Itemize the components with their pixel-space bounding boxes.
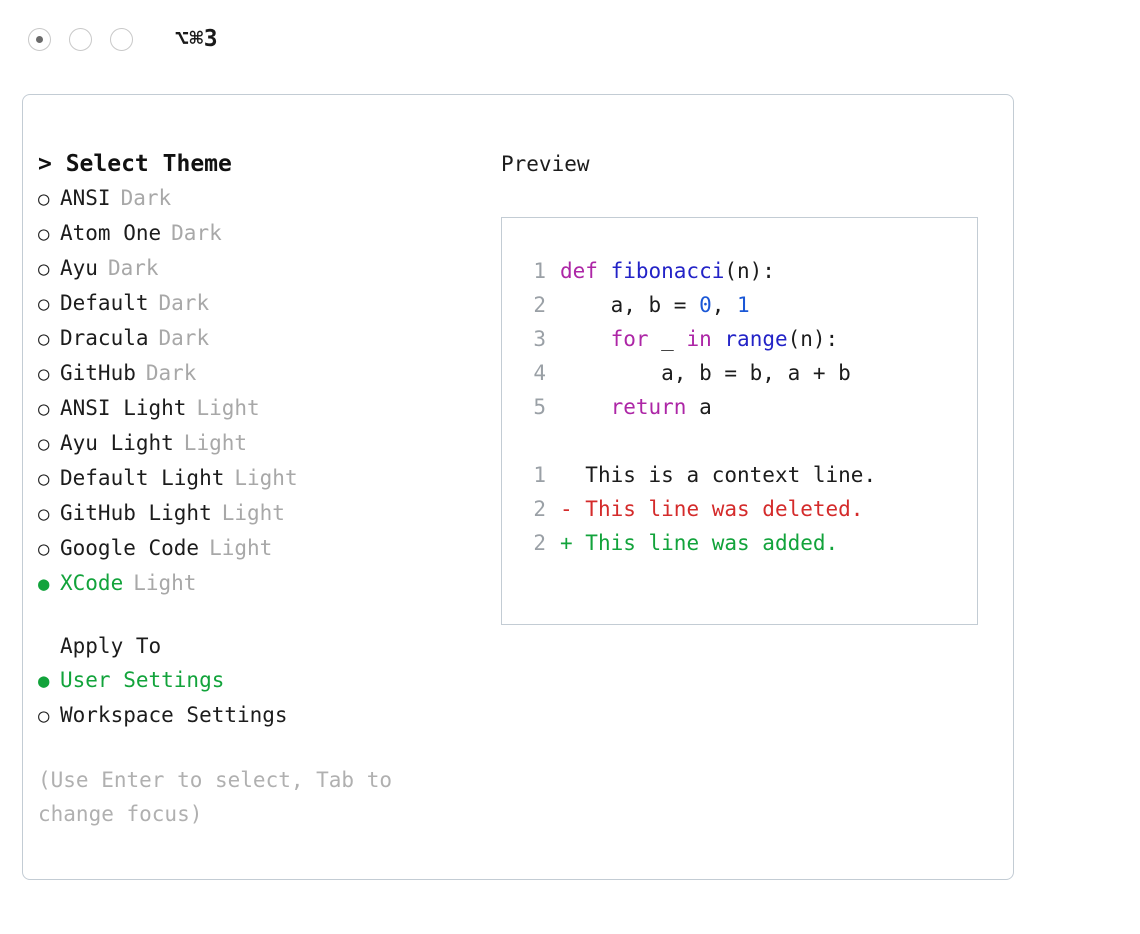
theme-option-variant: Light <box>183 431 248 455</box>
theme-option-xcode[interactable] <box>38 566 468 601</box>
window-close-button[interactable] <box>28 28 51 51</box>
code-token: in <box>686 327 712 351</box>
code-token: 1 <box>737 293 750 317</box>
code-diff-spacer <box>520 424 977 458</box>
diff-text: This is a context line. <box>572 463 877 487</box>
theme-option-variant: Light <box>133 571 197 595</box>
theme-option-label: Atom One <box>60 221 162 245</box>
theme-option-default-light[interactable] <box>38 461 468 496</box>
theme-option-variant: Light <box>221 501 285 525</box>
radio-unselected-icon: ○ <box>38 223 50 245</box>
radio-unselected-icon: ○ <box>38 328 50 350</box>
radio-unselected-icon: ○ <box>38 363 50 385</box>
code-token <box>712 327 725 351</box>
code-token: def <box>560 259 611 283</box>
code-token <box>560 327 611 351</box>
theme-option-label: XCode <box>60 571 124 595</box>
diff-line <box>520 492 977 526</box>
code-token: a, b = b, a + b <box>560 361 851 385</box>
code-token: _ <box>648 327 687 351</box>
theme-option-label: Google Code <box>60 536 200 560</box>
theme-option-github[interactable] <box>38 356 468 391</box>
theme-option-variant: Light <box>209 536 273 560</box>
code-token: a <box>686 395 712 419</box>
code-token: , <box>711 293 738 317</box>
theme-option-variant: Dark <box>107 256 159 280</box>
select-theme-heading: > Select Theme <box>38 151 232 177</box>
radio-unselected-icon: ○ <box>38 293 50 315</box>
radio-selected-icon: ● <box>38 670 50 692</box>
theme-option-label: GitHub <box>60 361 136 385</box>
diff-marker: + <box>560 531 573 555</box>
theme-option-ansi[interactable] <box>38 181 468 216</box>
theme-option-dracula[interactable] <box>38 321 468 356</box>
radio-unselected-icon: ○ <box>38 468 50 490</box>
code-line <box>520 288 977 322</box>
radio-unselected-icon: ○ <box>38 258 50 280</box>
theme-option-variant: Light <box>234 466 298 490</box>
preview-label: Preview <box>501 152 590 176</box>
keyboard-hint-text: (Use Enter to select, Tab to change focus) <box>38 768 393 826</box>
code-line <box>520 254 977 288</box>
line-number: 4 <box>533 361 546 385</box>
theme-option-github-light[interactable] <box>38 496 468 531</box>
theme-option-variant: Light <box>196 396 260 420</box>
apply-to-option-user-settings[interactable] <box>38 663 468 698</box>
line-number: 2 <box>533 293 546 317</box>
diff-marker <box>560 463 573 487</box>
code-line <box>520 390 977 424</box>
theme-option-label: Ayu <box>60 256 98 280</box>
diff-sample <box>520 458 977 560</box>
theme-option-default[interactable] <box>38 286 468 321</box>
code-token <box>560 395 611 419</box>
radio-unselected-icon: ○ <box>38 398 50 420</box>
radio-unselected-icon: ○ <box>38 503 50 525</box>
window-shortcut-label: ⌥⌘3 <box>175 26 219 52</box>
theme-picker-panel <box>22 94 1014 880</box>
apply-to-option-label: User Settings <box>60 668 225 692</box>
diff-text: This line was added. <box>572 531 839 555</box>
line-number: 1 <box>533 259 546 283</box>
theme-option-ayu[interactable] <box>38 251 468 286</box>
code-token: range <box>724 327 788 351</box>
theme-option-label: ANSI Light <box>60 396 187 420</box>
radio-unselected-icon: ○ <box>38 433 50 455</box>
theme-option-google-code[interactable] <box>38 531 468 566</box>
window-maximize-button[interactable] <box>110 28 133 51</box>
code-token: (n): <box>787 327 839 351</box>
code-sample <box>520 254 977 424</box>
theme-option-variant: Dark <box>158 326 210 350</box>
theme-option-variant: Dark <box>145 361 197 385</box>
line-number: 5 <box>533 395 546 419</box>
theme-option-label: ANSI <box>60 186 111 210</box>
theme-selection-column <box>38 147 468 831</box>
apply-to-list[interactable] <box>38 663 468 733</box>
line-number: 2 <box>533 531 546 555</box>
code-token: fibonacci <box>610 259 725 283</box>
apply-to-option-label: Workspace Settings <box>60 703 288 727</box>
radio-unselected-icon: ○ <box>38 188 50 210</box>
radio-unselected-icon: ○ <box>38 705 50 727</box>
diff-marker: - <box>560 497 573 521</box>
code-line <box>520 356 977 390</box>
line-number: 3 <box>533 327 546 351</box>
title-bar <box>0 0 1140 78</box>
code-token: a, b = <box>560 293 700 317</box>
preview-column <box>501 147 991 625</box>
preview-box <box>501 217 978 625</box>
theme-option-ayu-light[interactable] <box>38 426 468 461</box>
radio-unselected-icon: ○ <box>38 538 50 560</box>
theme-option-variant: Dark <box>120 186 172 210</box>
diff-line <box>520 526 977 560</box>
theme-option-atom-one[interactable] <box>38 216 468 251</box>
theme-option-label: Ayu Light <box>60 431 174 455</box>
theme-option-label: GitHub Light <box>60 501 212 525</box>
apply-to-option-workspace-settings[interactable] <box>38 698 468 733</box>
theme-option-ansi-light[interactable] <box>38 391 468 426</box>
theme-option-label: Dracula <box>60 326 149 350</box>
code-token: for <box>610 327 649 351</box>
code-token: 0 <box>699 293 712 317</box>
theme-list[interactable] <box>38 181 468 601</box>
theme-option-variant: Dark <box>171 221 222 245</box>
diff-line <box>520 458 977 492</box>
code-token: return <box>610 395 687 419</box>
radio-selected-icon: ● <box>38 573 50 595</box>
theme-option-label: Default Light <box>60 466 225 490</box>
window-minimize-button[interactable] <box>69 28 92 51</box>
diff-text: This line was deleted. <box>572 497 864 521</box>
apply-to-heading: Apply To <box>60 634 162 658</box>
code-line <box>520 322 977 356</box>
code-token: (n): <box>724 259 775 283</box>
line-number: 2 <box>533 497 546 521</box>
theme-option-variant: Dark <box>158 291 210 315</box>
line-number: 1 <box>533 463 546 487</box>
theme-option-label: Default <box>60 291 149 315</box>
